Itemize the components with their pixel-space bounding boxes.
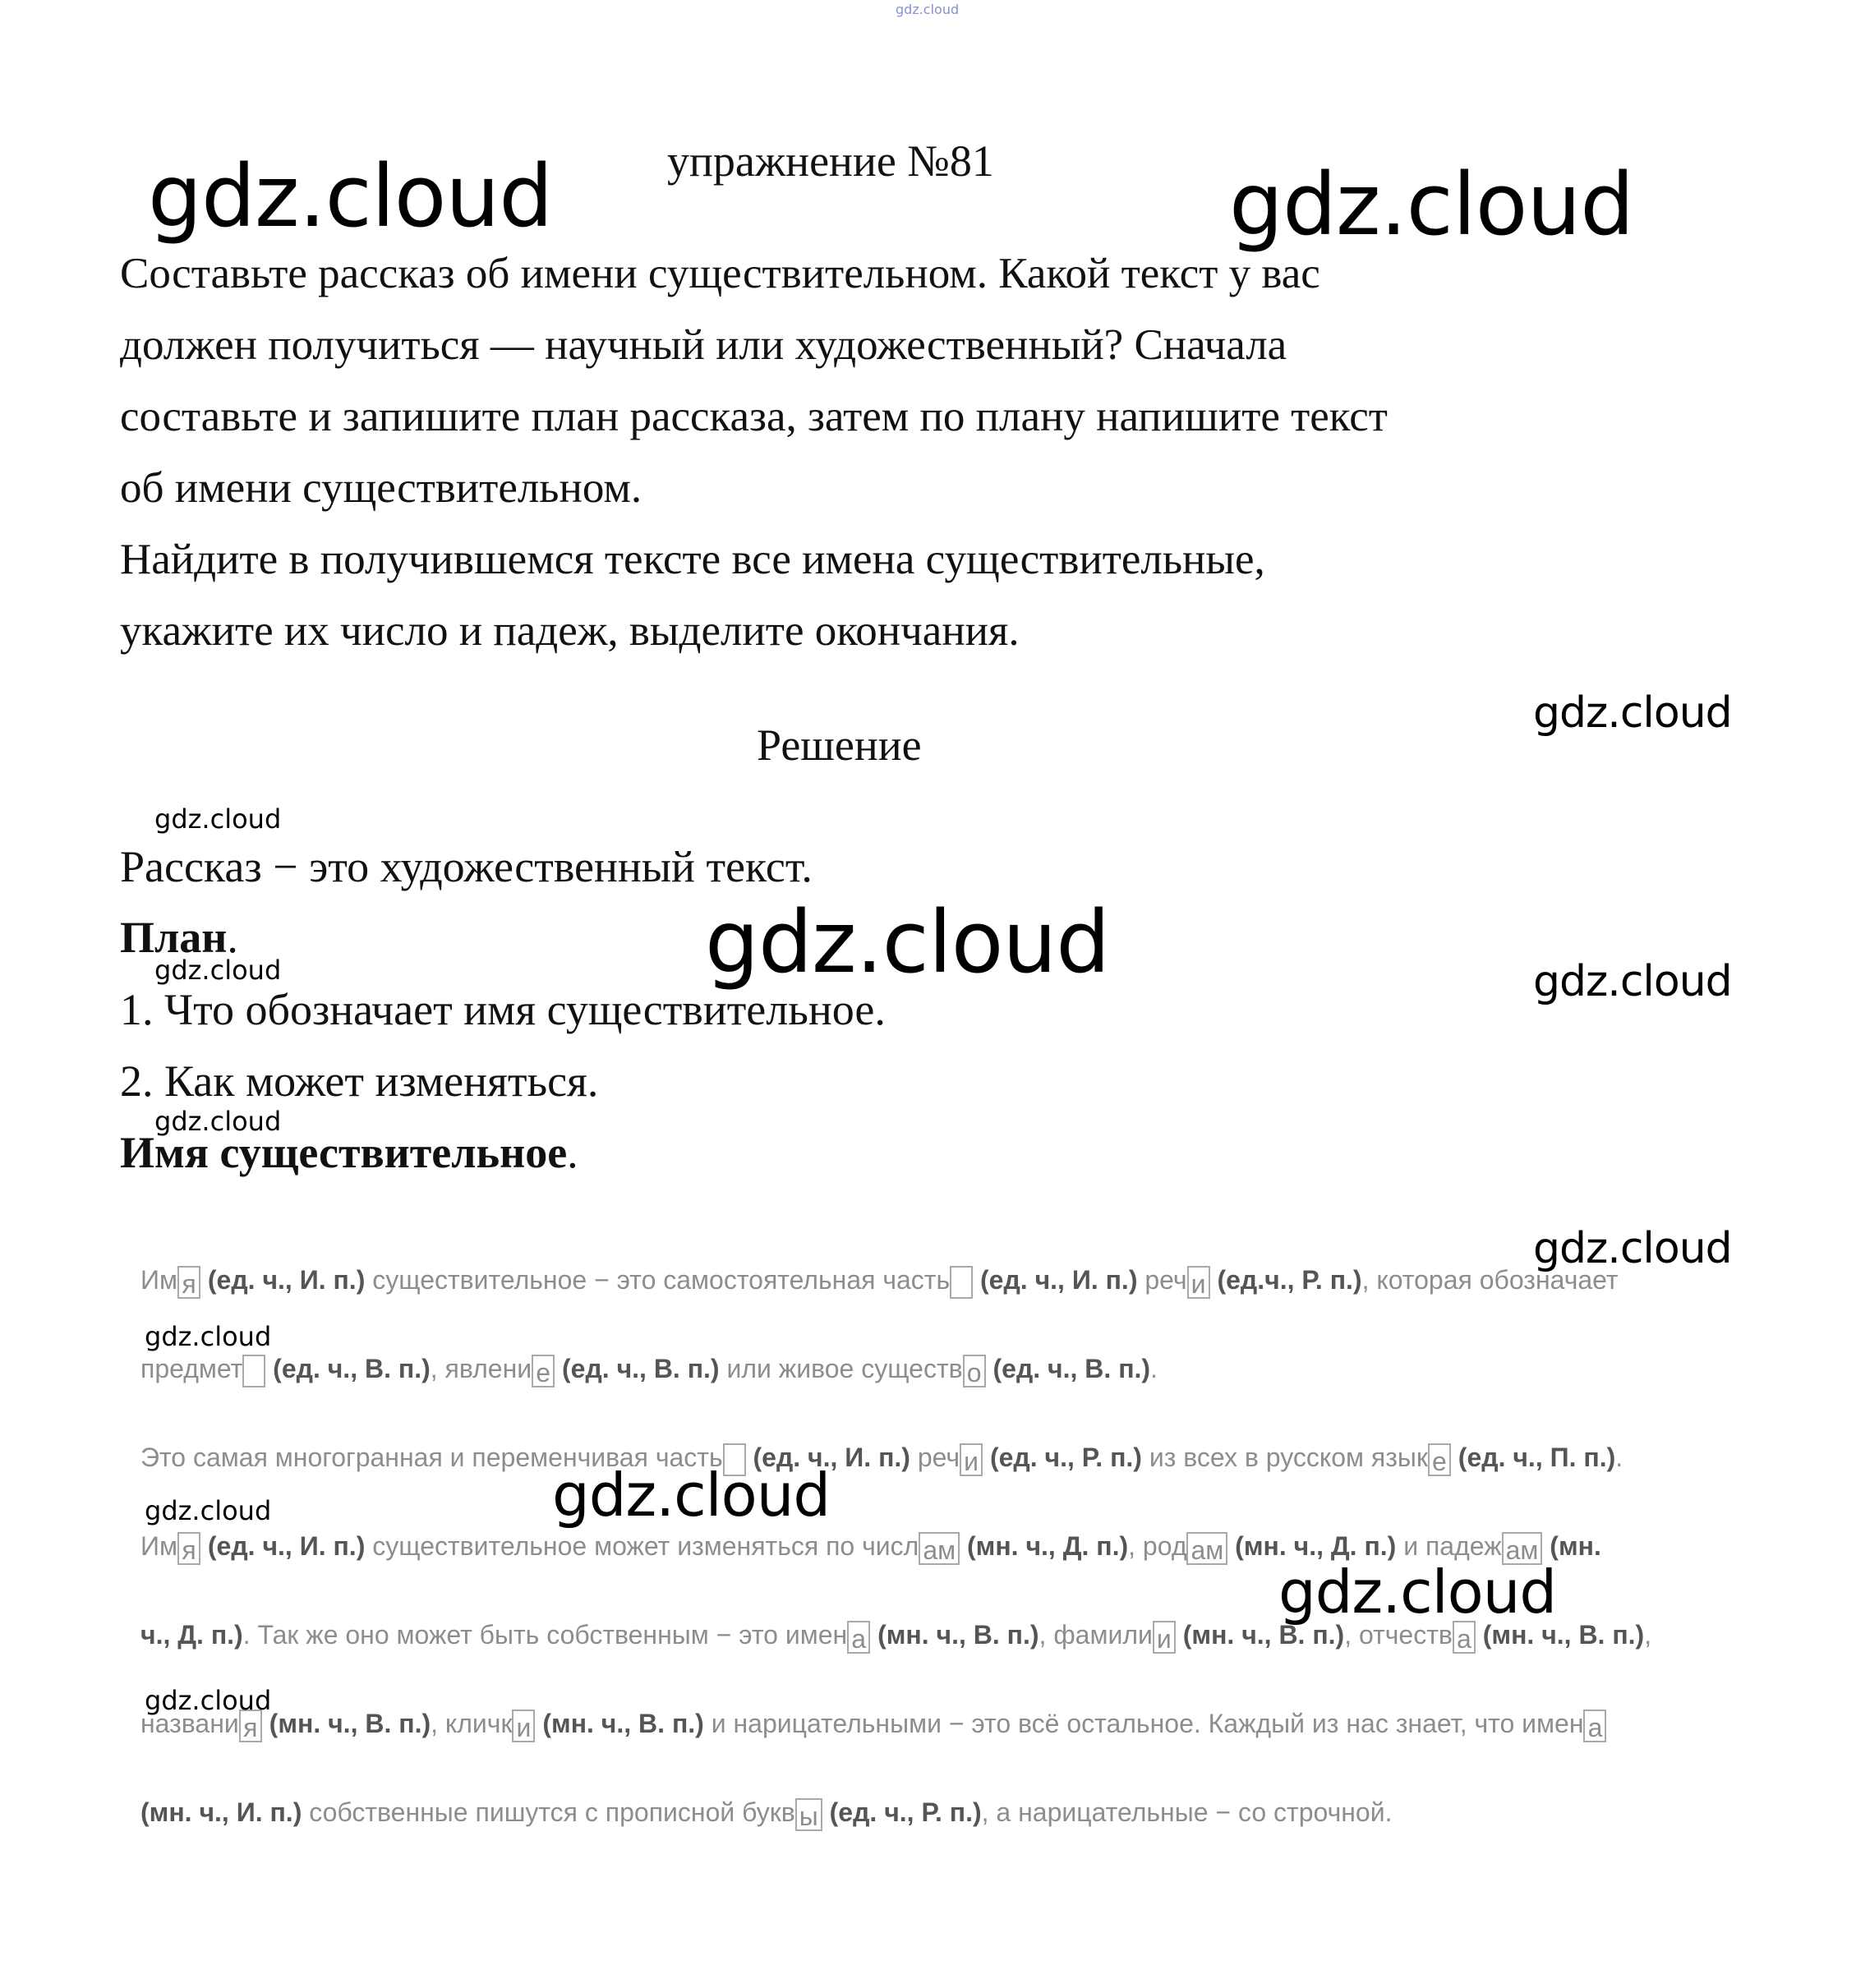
text-fragment: , явлени: [430, 1354, 532, 1383]
watermark: gdz.cloud: [1229, 154, 1634, 255]
ending-box: ам: [1502, 1532, 1543, 1565]
grammar-note: (мн. ч., В. п.): [269, 1709, 431, 1738]
watermark: gdz.cloud: [145, 1495, 272, 1526]
ending-box: и: [960, 1443, 983, 1476]
grammar-note: (ед. ч., П. п.): [1458, 1443, 1616, 1472]
ending-box: я: [177, 1532, 200, 1565]
top-watermark: gdz.cloud: [896, 2, 960, 17]
text-fragment: или живое существ: [719, 1354, 963, 1383]
text-fragment: и падеж: [1396, 1531, 1502, 1561]
plan-title: План: [120, 913, 228, 962]
grammar-note: (ед. ч., И. п.): [207, 1531, 366, 1561]
grammar-note: (мн. ч., Д. п.): [1235, 1531, 1397, 1561]
watermark: gdz.cloud: [154, 955, 282, 986]
text-title: Имя существительное: [120, 1128, 568, 1177]
ending-box: я: [239, 1710, 262, 1742]
task-line: Найдите в получившемся тексте все имена существительные,: [120, 536, 1265, 583]
ending-box: я: [177, 1266, 200, 1299]
task-text: [120, 238, 1388, 667]
answer-intro: Рассказ − это художественный текст.: [120, 842, 813, 891]
task-line: должен получиться — научный или художественный? Сначала: [120, 321, 1287, 369]
text-fragment: .: [1615, 1443, 1623, 1472]
exercise-title: упражнение №81: [667, 136, 994, 186]
text-fragment: и нарицательными − это всё остальное. Каждый из нас знает, что имен: [703, 1709, 1584, 1738]
grammar-note: (ед. ч., И. п.): [753, 1443, 910, 1472]
text-fragment: Им: [140, 1265, 177, 1295]
watermark: gdz.cloud: [1533, 1224, 1732, 1273]
text-fragment: названи: [140, 1709, 239, 1738]
text-fragment: реч: [1137, 1265, 1187, 1295]
text-fragment: [555, 1354, 562, 1383]
ending-box: а: [1583, 1710, 1606, 1742]
solution-heading: Решение: [757, 720, 922, 770]
task-line: укажите их число и падеж, выделите окончания.: [120, 607, 1020, 655]
grammar-note: (ед. ч., В. п.): [562, 1354, 720, 1383]
text-fragment: , которая обозначает: [1361, 1265, 1619, 1295]
annotated-line: [140, 1709, 1606, 1742]
task-line: об имени существительном.: [120, 464, 642, 512]
text-fragment: существительное − это самостоятельная часть: [365, 1265, 951, 1295]
ending-box: [950, 1266, 973, 1299]
text-fragment: , род: [1128, 1531, 1187, 1561]
plan-item: 2. Как может изменяться.: [120, 1056, 599, 1106]
watermark: gdz.cloud: [148, 146, 553, 246]
text-fragment: [986, 1354, 993, 1383]
watermark: gdz.cloud: [145, 1685, 272, 1716]
grammar-note: (ед. ч., В. п.): [273, 1354, 431, 1383]
ending-box: и: [512, 1710, 535, 1742]
text-fragment: [1176, 1620, 1183, 1650]
ending-box: е: [532, 1355, 555, 1387]
text-fragment: .: [1150, 1354, 1158, 1383]
watermark: gdz.cloud: [1278, 1558, 1557, 1627]
text-fragment: реч: [910, 1443, 960, 1472]
grammar-note: (мн. ч., В. п.): [1182, 1620, 1345, 1650]
text-fragment: [960, 1531, 967, 1561]
plan-heading: План.: [120, 913, 238, 962]
text-fragment: предмет: [140, 1354, 243, 1383]
task-line: Составьте рассказ об имени существительном. Какой текст у вас: [120, 250, 1320, 297]
grammar-note: (ед.ч., Р. п.): [1217, 1265, 1362, 1295]
watermark: gdz.cloud: [145, 1321, 272, 1352]
ending-box: ы: [795, 1798, 822, 1831]
ending-box: и: [1153, 1621, 1176, 1654]
text-fragment: из всех в русском язык: [1141, 1443, 1428, 1472]
text-fragment: . Так же оно может быть собственным − это имен: [242, 1620, 848, 1650]
annotated-line: [140, 1797, 1392, 1831]
text-fragment: [822, 1797, 830, 1827]
grammar-note: (ед. ч., Р. п.): [989, 1443, 1142, 1472]
annotated-line: [140, 1354, 1158, 1387]
task-line: составьте и запишите план рассказа, затем по плану напишите текст: [120, 393, 1388, 440]
grammar-note: (ед. ч., И. п.): [980, 1265, 1138, 1295]
text-fragment: [1227, 1531, 1235, 1561]
annotated-line: [140, 1265, 1619, 1299]
ending-box: и: [1187, 1266, 1210, 1299]
text-fragment: [870, 1620, 877, 1650]
grammar-note: (ед. ч., Р. п.): [829, 1797, 982, 1827]
watermark: gdz.cloud: [1533, 957, 1732, 1006]
grammar-note: (мн. ч., В. п.): [877, 1620, 1039, 1650]
text-fragment: , фамили: [1039, 1620, 1153, 1650]
text-fragment: [973, 1265, 980, 1295]
text-fragment: ,: [1644, 1620, 1652, 1650]
plan-item: 1. Что обозначает имя существительное.: [120, 985, 886, 1034]
text-fragment: существительное может изменяться по числ: [365, 1531, 919, 1561]
watermark: gdz.cloud: [552, 1461, 831, 1530]
grammar-note: (мн.: [1550, 1531, 1601, 1561]
text-fragment: , а нарицательные − со строчной.: [981, 1797, 1393, 1827]
grammar-note: (мн. ч., И. п.): [140, 1797, 302, 1827]
grammar-note: (ед. ч., И. п.): [207, 1265, 366, 1295]
grammar-note: (мн. ч., В. п.): [1482, 1620, 1645, 1650]
grammar-note: (мн. ч., Д. п.): [967, 1531, 1129, 1561]
ending-box: ам: [1186, 1532, 1227, 1565]
ending-box: о: [963, 1355, 986, 1387]
text-fragment: , кличк: [431, 1709, 513, 1738]
grammar-note: (мн. ч., В. п.): [542, 1709, 704, 1738]
watermark: gdz.cloud: [1533, 688, 1732, 738]
ending-box: а: [847, 1621, 870, 1654]
grammar-note: (ед. ч., В. п.): [992, 1354, 1151, 1383]
text-fragment: собственные пишутся с прописной букв: [302, 1797, 795, 1827]
ending-box: е: [1428, 1443, 1451, 1476]
text-fragment: [1451, 1443, 1458, 1472]
text-fragment: , отчеств: [1344, 1620, 1453, 1650]
text-fragment: [265, 1354, 273, 1383]
text-fragment: [200, 1531, 208, 1561]
ending-box: а: [1453, 1621, 1476, 1654]
ending-box: ам: [919, 1532, 960, 1565]
text-fragment: [200, 1265, 208, 1295]
watermark: gdz.cloud: [154, 803, 282, 835]
text-heading: Имя существительное.: [120, 1128, 578, 1177]
text-fragment: Им: [140, 1531, 177, 1561]
text-fragment: [1542, 1531, 1550, 1561]
text-fragment: Это самая многогранная и переменчивая часть: [140, 1443, 723, 1472]
watermark: gdz.cloud: [705, 892, 1110, 992]
ending-box: [242, 1355, 265, 1387]
annotated-line: [140, 1443, 1623, 1476]
text-fragment: [983, 1443, 990, 1472]
grammar-note: ч., Д. п.): [140, 1620, 243, 1650]
watermark: gdz.cloud: [154, 1106, 282, 1137]
